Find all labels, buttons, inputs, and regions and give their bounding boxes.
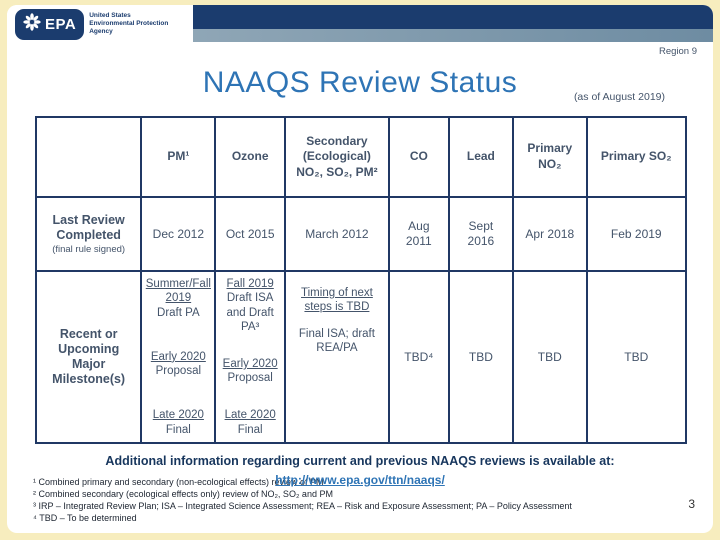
milestone-entry bbox=[225, 408, 276, 437]
milestone-date: Early 2020 bbox=[150, 350, 206, 363]
slide bbox=[7, 5, 713, 533]
milestone-entry bbox=[290, 286, 384, 315]
milestones-primary-no2: TBD bbox=[513, 271, 586, 443]
secondary-line-2: (Ecological) bbox=[302, 149, 371, 164]
last-review-primary-so2: Feb 2019 bbox=[587, 197, 687, 271]
epa-agency-name bbox=[89, 12, 168, 35]
last-review-ozone: Oct 2015 bbox=[215, 197, 285, 271]
milestone-entry bbox=[223, 357, 278, 386]
footnote-3: ³ IRP – Integrated Review Plan; ISA – Integrated Science Assessment; REA – Risk and Exposure Assessment; PA – Policy Assessment bbox=[33, 500, 572, 511]
last-review-secondary: March 2012 bbox=[285, 197, 389, 271]
col-header-co: CO bbox=[389, 117, 449, 197]
milestone-entry bbox=[153, 408, 204, 437]
col-header-lead: Lead bbox=[449, 117, 513, 197]
milestone-desc: Draft PA bbox=[157, 306, 200, 319]
milestone-entry bbox=[290, 327, 384, 356]
milestone-date: Fall 2019 bbox=[226, 278, 274, 290]
steel-bar bbox=[193, 29, 713, 42]
milestone-entry bbox=[220, 277, 280, 335]
secondary-line-3: NO₂, SO₂, PM² bbox=[296, 164, 378, 179]
secondary-line-1: Secondary bbox=[306, 133, 368, 148]
milestones-secondary bbox=[285, 271, 389, 443]
epa-badge bbox=[15, 9, 84, 40]
last-review-primary-no2: Apr 2018 bbox=[513, 197, 586, 271]
agency-line-3: Agency bbox=[89, 27, 113, 35]
footnote-2: ² Combined secondary (ecological effects only) review of NO₂, SO₂ and PM bbox=[33, 488, 333, 499]
milestone-desc: Final ISA; draft REA/PA bbox=[298, 327, 375, 355]
milestone-entry bbox=[151, 350, 206, 379]
page-number: 3 bbox=[688, 497, 695, 511]
agency-line-2: Environmental Protection bbox=[89, 20, 169, 28]
milestone-desc: Proposal bbox=[227, 372, 273, 385]
milestones-co: TBD⁴ bbox=[389, 271, 449, 443]
page-title: NAAQS Review Status bbox=[202, 66, 518, 99]
milestones-ozone bbox=[215, 271, 285, 443]
table-header-row bbox=[36, 117, 686, 197]
milestones-label: Recent or Upcoming Major Milestone(s) bbox=[52, 327, 126, 386]
milestones-lead: TBD bbox=[449, 271, 513, 443]
milestone-entry bbox=[146, 277, 211, 320]
col-header-ozone: Ozone bbox=[215, 117, 285, 197]
milestone-desc: Final bbox=[165, 423, 191, 436]
milestone-date: Early 2020 bbox=[222, 358, 278, 370]
milestones-primary-so2: TBD bbox=[587, 271, 687, 443]
epa-logo-text: EPA bbox=[45, 15, 77, 33]
last-review-label: Last Review Completed bbox=[52, 213, 125, 242]
row-last-review bbox=[36, 197, 686, 271]
last-review-pm: Dec 2012 bbox=[141, 197, 215, 271]
as-of-date: (as of August 2019) bbox=[573, 91, 665, 103]
agency-line-1: United States bbox=[89, 12, 131, 20]
milestone-desc: Proposal bbox=[155, 365, 202, 378]
milestone-desc: Final bbox=[237, 423, 263, 436]
region-label: Region 9 bbox=[658, 46, 697, 57]
slide-header bbox=[7, 5, 713, 43]
naaqs-link[interactable]: http://www.epa.gov/ttn/naaqs/ bbox=[275, 473, 445, 487]
epa-logo bbox=[7, 5, 193, 43]
col-header-pm: PM¹ bbox=[141, 117, 215, 197]
last-review-label-cell bbox=[36, 197, 141, 271]
footnote-4: ⁴ TBD – To be determined bbox=[33, 512, 137, 523]
header-bars bbox=[193, 5, 713, 43]
last-review-lead: Sept 2016 bbox=[449, 197, 513, 271]
milestone-date: Summer/Fall 2019 bbox=[145, 278, 211, 305]
milestones-pm bbox=[141, 271, 215, 443]
milestone-date: Timing of next steps is TBD bbox=[301, 287, 373, 314]
milestone-desc: Draft ISA and Draft PA³ bbox=[226, 292, 274, 334]
navy-bar bbox=[193, 5, 713, 29]
additional-info-text: Additional information regarding current and previous NAAQS reviews is available at: bbox=[105, 454, 615, 468]
col-header-primary-no2: Primary NO₂ bbox=[513, 117, 586, 197]
epa-flower-icon bbox=[23, 13, 41, 36]
footer-zone bbox=[7, 470, 713, 533]
milestone-date: Late 2020 bbox=[152, 409, 204, 422]
naaqs-status-table bbox=[35, 116, 687, 444]
footnote-1: ¹ Combined primary and secondary (non-ecological effects) review of PM bbox=[33, 477, 324, 487]
title-row bbox=[7, 66, 713, 104]
row-milestones bbox=[36, 271, 686, 443]
col-header-primary-so2: Primary SO₂ bbox=[587, 117, 687, 197]
col-header-secondary bbox=[285, 117, 389, 197]
milestone-date: Late 2020 bbox=[224, 409, 276, 422]
last-review-sublabel: (final rule signed) bbox=[52, 244, 126, 255]
last-review-co: Aug 2011 bbox=[389, 197, 449, 271]
col-header-blank bbox=[36, 117, 141, 197]
milestones-label-cell bbox=[36, 271, 141, 443]
